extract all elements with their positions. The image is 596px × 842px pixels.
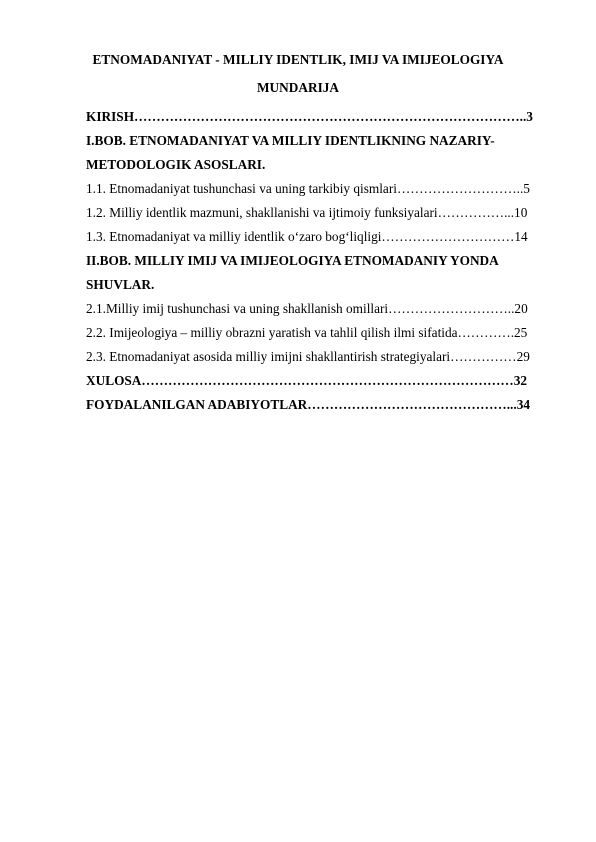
- toc-entry-conclusion[interactable]: XULOSA…………………………………………………………………………32: [86, 373, 528, 388]
- toc-entry-introduction[interactable]: KIRISH……………………………………………………………………………..3: [86, 109, 533, 124]
- toc-entry-bibliography[interactable]: FOYDALANILGAN ADABIYOTLAR………………………………………...34: [86, 397, 530, 412]
- table-of-contents: [86, 105, 556, 417]
- toc-entry-section-1-1[interactable]: 1.1. Etnomadaniyat tushunchasi va uning tarkibiy qismlari………………………..5: [86, 181, 530, 196]
- document-title: ETNOMADANIYAT - MILLIY IDENTLIK, IMIJ VA IMIJEOLOGIYA: [92, 52, 504, 67]
- toc-entry-section-2-2[interactable]: 2.2. Imijeologiya – milliy obrazni yaratish va tahlil qilish ilmi sifatida………….25: [86, 325, 528, 340]
- toc-entry-section-1-2[interactable]: 1.2. Milliy identlik mazmuni, shakllanishi va ijtimoiy funksiyalari……………...10: [86, 205, 528, 220]
- toc-heading: MUNDARIJA: [257, 80, 339, 95]
- toc-entry-chapter-2[interactable]: II.BOB. MILLIY IMIJ VA IMIJEOLOGIYA ETNOMADANIY YONDA: [86, 253, 499, 268]
- toc-entry-section-2-3[interactable]: 2.3. Etnomadaniyat asosida milliy imijni shakllantirish strategiyalari……………29: [86, 349, 530, 364]
- toc-entry-chapter-1-continued: METODOLOGIK ASOSLARI.: [86, 157, 266, 172]
- toc-entry-chapter-2-continued: SHUVLAR.: [86, 277, 155, 292]
- toc-entry-section-1-3[interactable]: 1.3. Etnomadaniyat va milliy identlik o‘zaro bog‘liqligi…………………………14: [86, 229, 528, 244]
- toc-entry-chapter-1[interactable]: I.BOB. ETNOMADANIYAT VA MILLIY IDENTLIKNING NAZARIY-: [86, 133, 495, 148]
- toc-entry-section-2-1[interactable]: 2.1.Milliy imij tushunchasi va uning shakllanish omillari………………………..20: [86, 301, 528, 316]
